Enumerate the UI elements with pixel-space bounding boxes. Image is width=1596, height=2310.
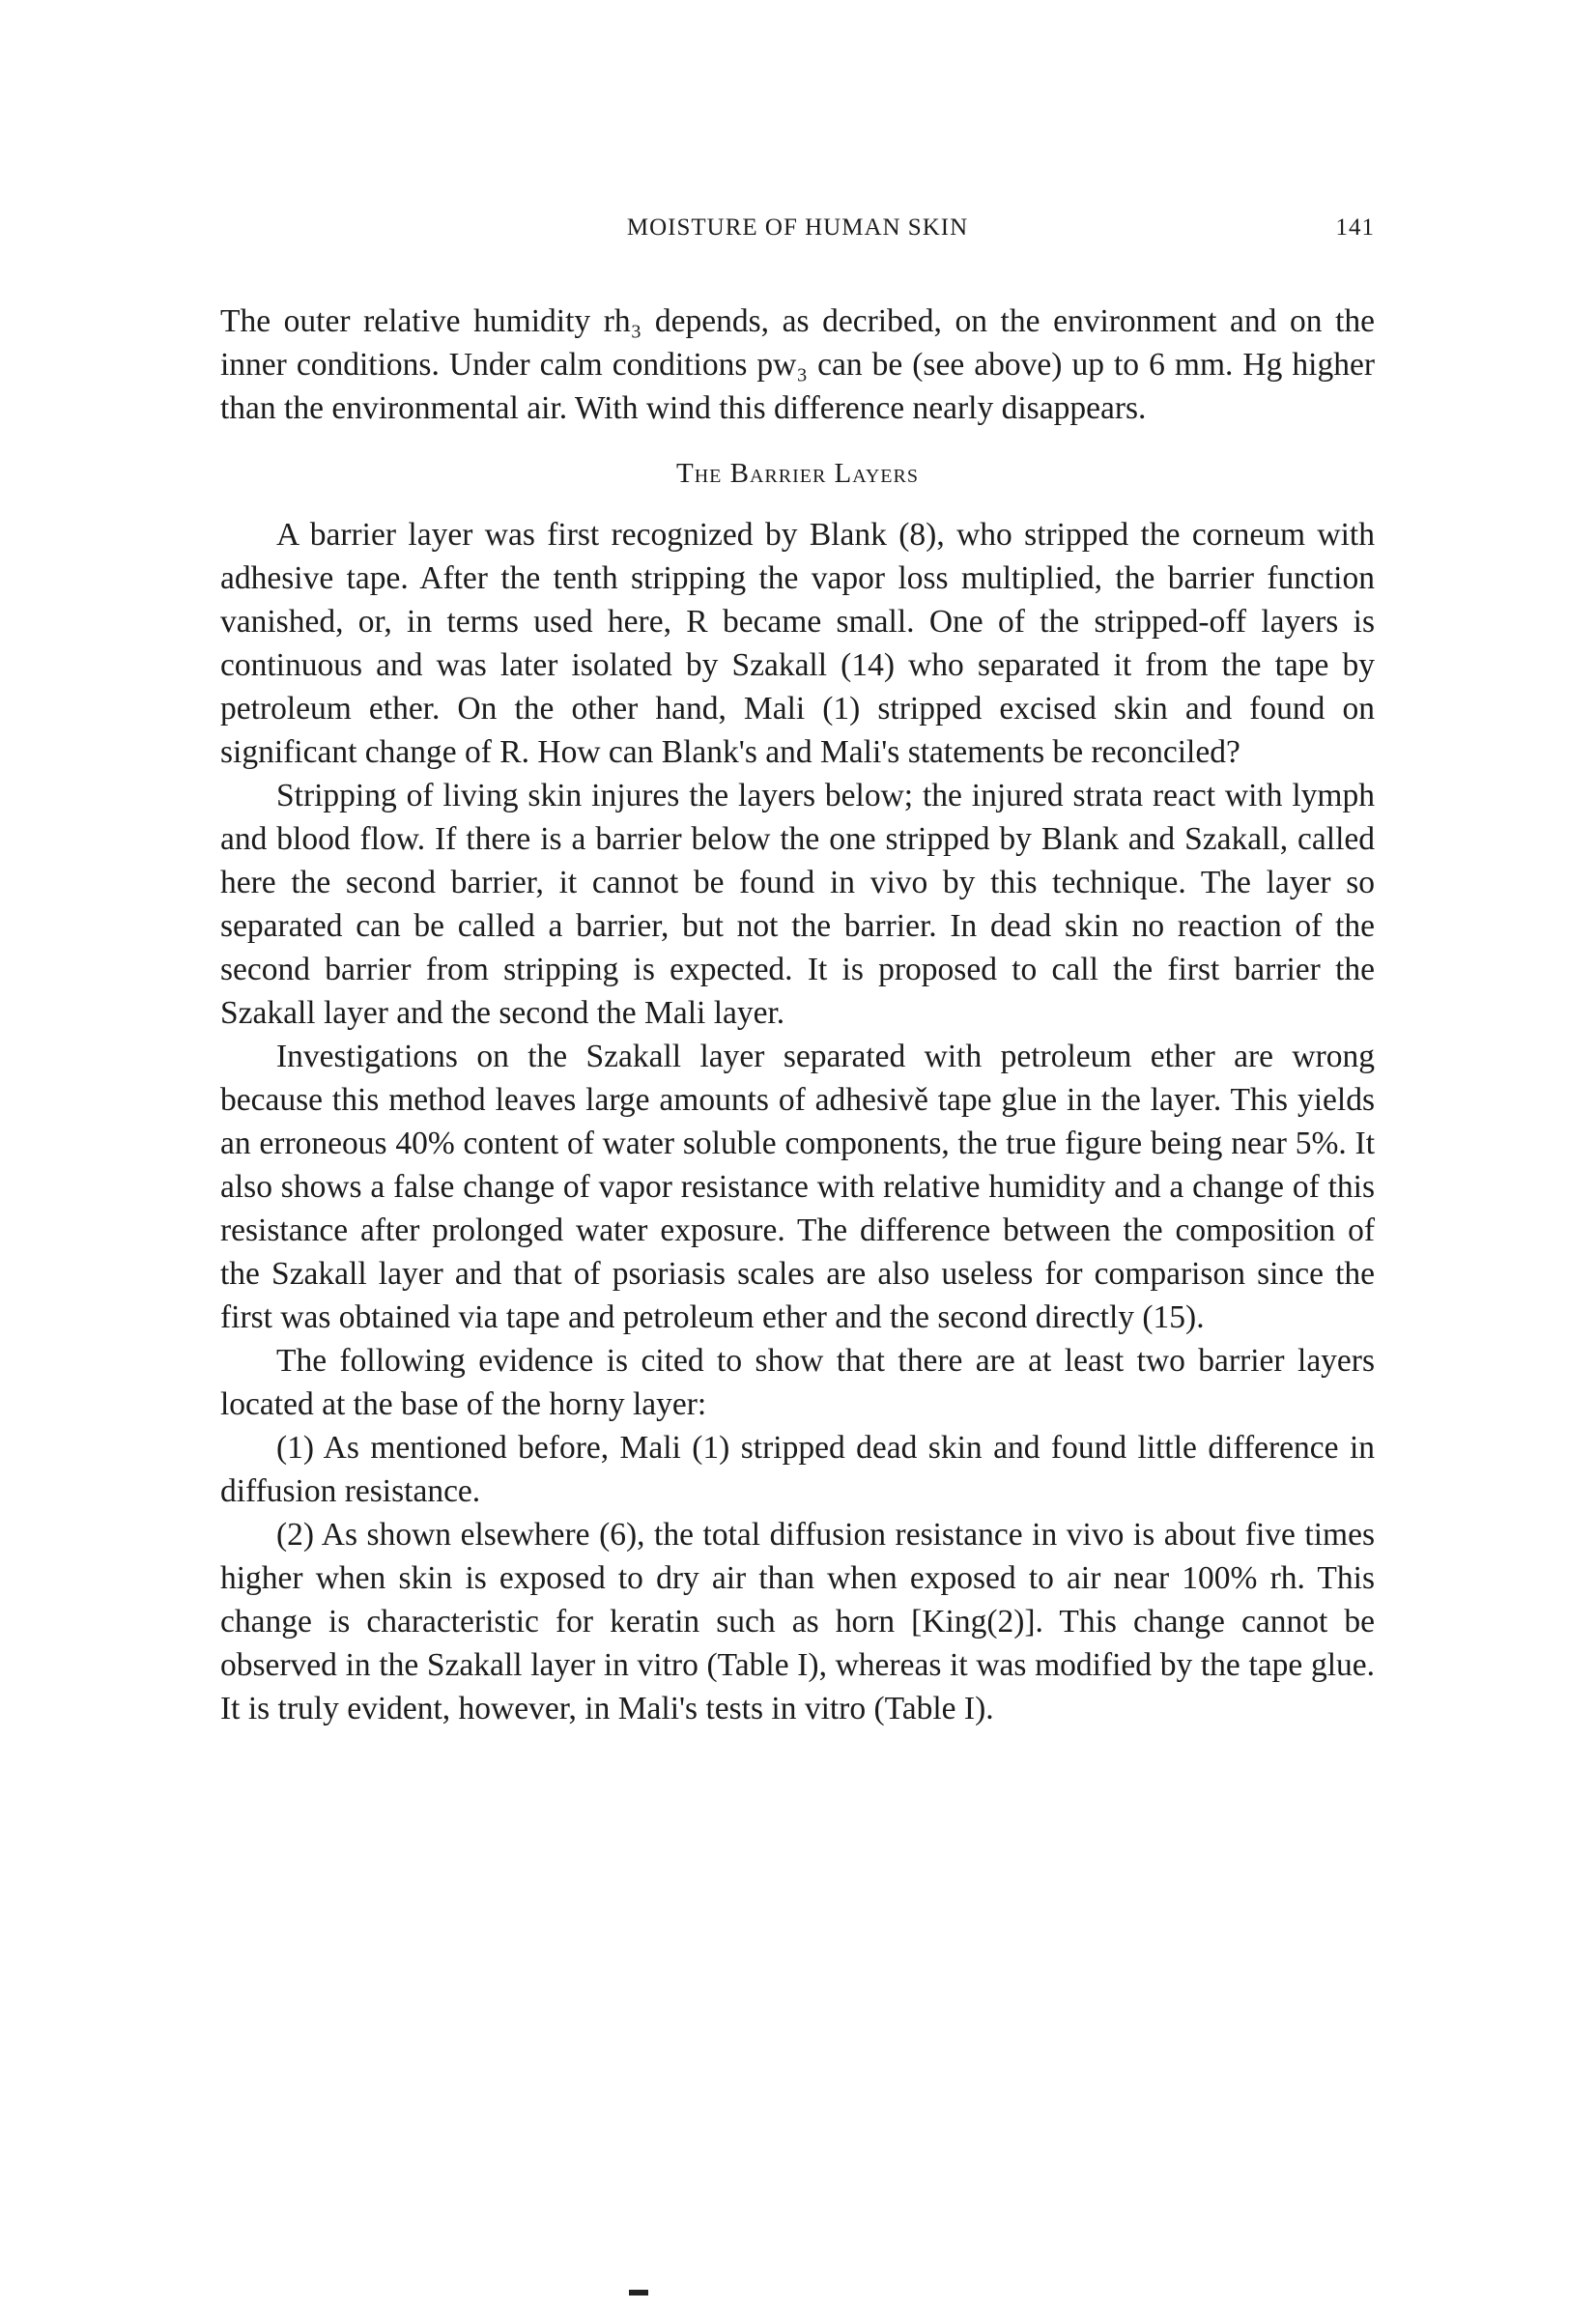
running-head [220, 214, 1375, 253]
running-title: MOISTURE OF HUMAN SKIN [626, 214, 969, 241]
paragraph-barrier-layer: A barrier layer was first recognized by Blank (8), who stripped the corneum with adhesive tape. After the tenth stripping the vapor loss multiplied, the barrier function vanished, or, in terms used here, R became small. One of the stripped-off layers is continuous and was later isolated by Szakall (14) who separated it from the tape by petroleum ether. On the other hand, Mali (1) stripped excised skin and found on significant change of R. How can Blank's and Mali's statements be reconciled? [220, 517, 1375, 770]
paragraph-stripping: Stripping of living skin injures the layers below; the injured strata react with lymph and blood flow. If there is a barrier below the one stripped by Blank and Szakall, called here the second barrier, it cannot be found in vivo by this technique. The layer so separated can be called a barrier, but not the barrier. In dead skin no reaction of the second barrier from stripping is expected. It is proposed to call the first barrier the Szakall layer and the second the Mali layer. [220, 778, 1375, 1031]
paragraph-evidence-2: (2) As shown elsewhere (6), the total diffusion resistance in vivo is about five times higher when skin is exposed to dry air than when exposed to air near 100% rh. This change is characteristic for keratin such as horn [King(2)]. This change cannot be observed in the Szakall layer in vitro (Table I), whereas it was modified by the tape glue. It is truly evident, however, in Mali's tests in vitro (Table I). [220, 1517, 1375, 1726]
paragraph-evidence-1: (1) As mentioned before, Mali (1) stripped dead skin and found little difference in diffusion resistance. [220, 1430, 1375, 1509]
print-mark [629, 2290, 648, 2296]
paragraph-evidence-intro: The following evidence is cited to show that there are at least two barrier layers located at the base of the horny layer: [220, 1343, 1375, 1422]
page-number: 141 [1335, 214, 1375, 241]
paragraph-wind-humidity: The outer relative humidity rh₃ depends, as decribed, on the environment and on the inner conditions. Under calm conditions pw₃ can be (see above) up to 6 mm. Hg higher than the environmental air. With wind this difference nearly disappears. [220, 303, 1375, 426]
article-body [220, 299, 1375, 1730]
section-heading: The Barrier Layers [675, 458, 919, 489]
paragraph-investigations: Investigations on the Szakall layer separated with petroleum ether are wrong because this method leaves large amounts of adhesivě tape glue in the layer. This yields an erroneous 40% content of water soluble components, the true figure being near 5%. It also shows a false change of vapor resistance with relative humidity and a change of this resistance after prolonged water exposure. The difference between the composition of the Szakall layer and that of psoriasis scales are also useless for comparison since the first was obtained via tape and petroleum ether and the second directly (15). [220, 1039, 1375, 1335]
